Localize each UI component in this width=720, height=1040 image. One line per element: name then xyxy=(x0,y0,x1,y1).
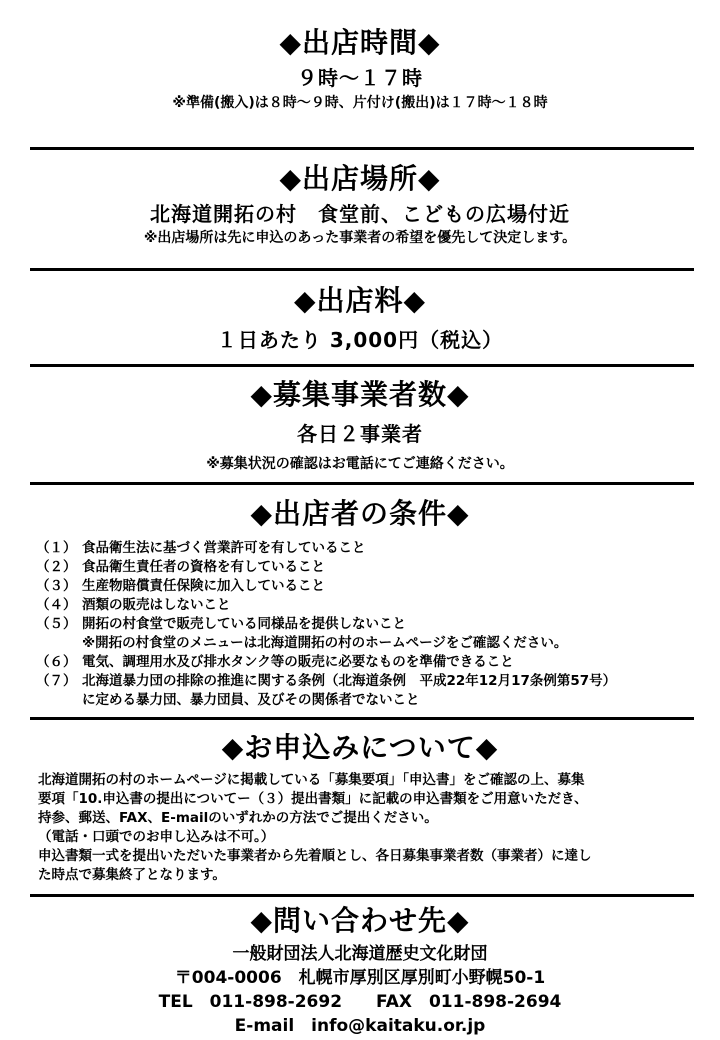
list-item-text: 電気、調理用水及び排水タンク等の販売に必要なものを準備できること xyxy=(82,654,514,670)
apply-line: 北海道開拓の村のホームページに掲載している「募集要項」「申込書」をご確認の上、募集 xyxy=(38,772,585,788)
list-item-number: （１） xyxy=(36,540,77,556)
hours-time: ９時～１７時 xyxy=(297,66,423,90)
contact-section xyxy=(0,904,720,1038)
apply-line: （電話・口頭でのお申し込みは不可。） xyxy=(38,829,275,845)
contact-phone-fax: TEL 011-898-2692 FAX 011-898-2694 xyxy=(158,992,562,1012)
list-item-number: （５） xyxy=(36,616,77,632)
apply-section xyxy=(0,731,720,765)
divider xyxy=(30,364,694,367)
divider xyxy=(30,147,694,150)
fee-section xyxy=(0,284,720,354)
list-item xyxy=(36,653,696,672)
apply-line: 申込書類一式を提出いただいた事業者から先着順とし、各日募集事業者数（事業者）に達し xyxy=(38,848,592,864)
list-item xyxy=(36,577,696,596)
contact-email: E-mail info@kaitaku.or.jp xyxy=(234,1016,486,1036)
recruit-count: 各日２事業者 xyxy=(297,422,423,446)
hours-section xyxy=(0,26,720,113)
list-item xyxy=(36,672,696,691)
divider xyxy=(30,717,694,720)
list-item-text: 開拓の村食堂で販売している同様品を提供しないこと xyxy=(82,616,406,632)
list-item-number: （４） xyxy=(36,597,77,613)
apply-line: た時点で募集終了となります。 xyxy=(38,867,226,883)
list-item-number: （６） xyxy=(36,654,77,670)
list-item xyxy=(36,596,696,615)
list-item-subnote: ※開拓の村食堂のメニューは北海道開拓の村のホームページをご確認ください。 xyxy=(82,635,568,651)
list-item-text: 食品衛生法に基づく営業許可を有していること xyxy=(82,540,366,556)
recruit-heading: ◆募集事業者数◆ xyxy=(250,378,470,411)
list-item-subnote: に定める暴力団、暴力団員、及びその関係者でないこと xyxy=(82,692,420,708)
contact-heading: ◆問い合わせ先◆ xyxy=(250,904,470,937)
hours-heading: ◆出店時間◆ xyxy=(279,26,441,59)
hours-note: ※準備(搬入)は８時～９時、片付け(搬出)は１７時～１８時 xyxy=(172,95,548,111)
divider xyxy=(30,894,694,897)
list-item xyxy=(36,558,696,577)
apply-heading: ◆お申込みについて◆ xyxy=(221,731,499,764)
location-note: ※出店場所は先に申込のあった事業者の希望を優先して決定します。 xyxy=(143,230,577,246)
contact-organization: 一般財団法人北海道歴史文化財団 xyxy=(232,944,488,964)
location-heading: ◆出店場所◆ xyxy=(279,162,441,195)
list-item-text: 生産物賠償責任保険に加入していること xyxy=(82,578,325,594)
divider xyxy=(30,482,694,485)
recruit-section xyxy=(0,378,720,474)
contact-address: 〒004-0006 札幌市厚別区厚別町小野幌50-1 xyxy=(174,968,546,988)
list-item-text: 酒類の販売はしないこと xyxy=(82,597,231,613)
location-section xyxy=(0,162,720,248)
apply-line: 要項「10.申込書の提出についてー（３）提出書類」に記載の申込書類をご用意いただき、 xyxy=(38,791,588,807)
apply-body xyxy=(38,771,698,885)
list-item xyxy=(36,539,696,558)
list-item-text: 食品衛生責任者の資格を有していること xyxy=(82,559,325,575)
apply-line: 持参、郵送、FAX、E-mailのいずれかの方法でご提出ください。 xyxy=(38,810,438,826)
conditions-list xyxy=(36,539,696,710)
fee-amount: １日あたり 3,000円（税込） xyxy=(216,328,504,352)
conditions-section xyxy=(0,497,720,531)
recruit-note: ※募集状況の確認はお電話にてご連絡ください。 xyxy=(206,456,514,472)
list-item xyxy=(36,615,696,634)
list-item-number: （２） xyxy=(36,559,77,575)
conditions-heading: ◆出店者の条件◆ xyxy=(250,497,470,530)
list-item-number: （３） xyxy=(36,578,77,594)
fee-heading: ◆出店料◆ xyxy=(293,284,427,317)
divider xyxy=(30,268,694,271)
list-item-text: 北海道暴力団の排除の推進に関する条例（北海道条例 平成22年12月17条例第57号） xyxy=(82,673,617,689)
location-place: 北海道開拓の村 食堂前、こどもの広場付近 xyxy=(150,202,570,226)
list-item-number: （７） xyxy=(36,673,77,689)
